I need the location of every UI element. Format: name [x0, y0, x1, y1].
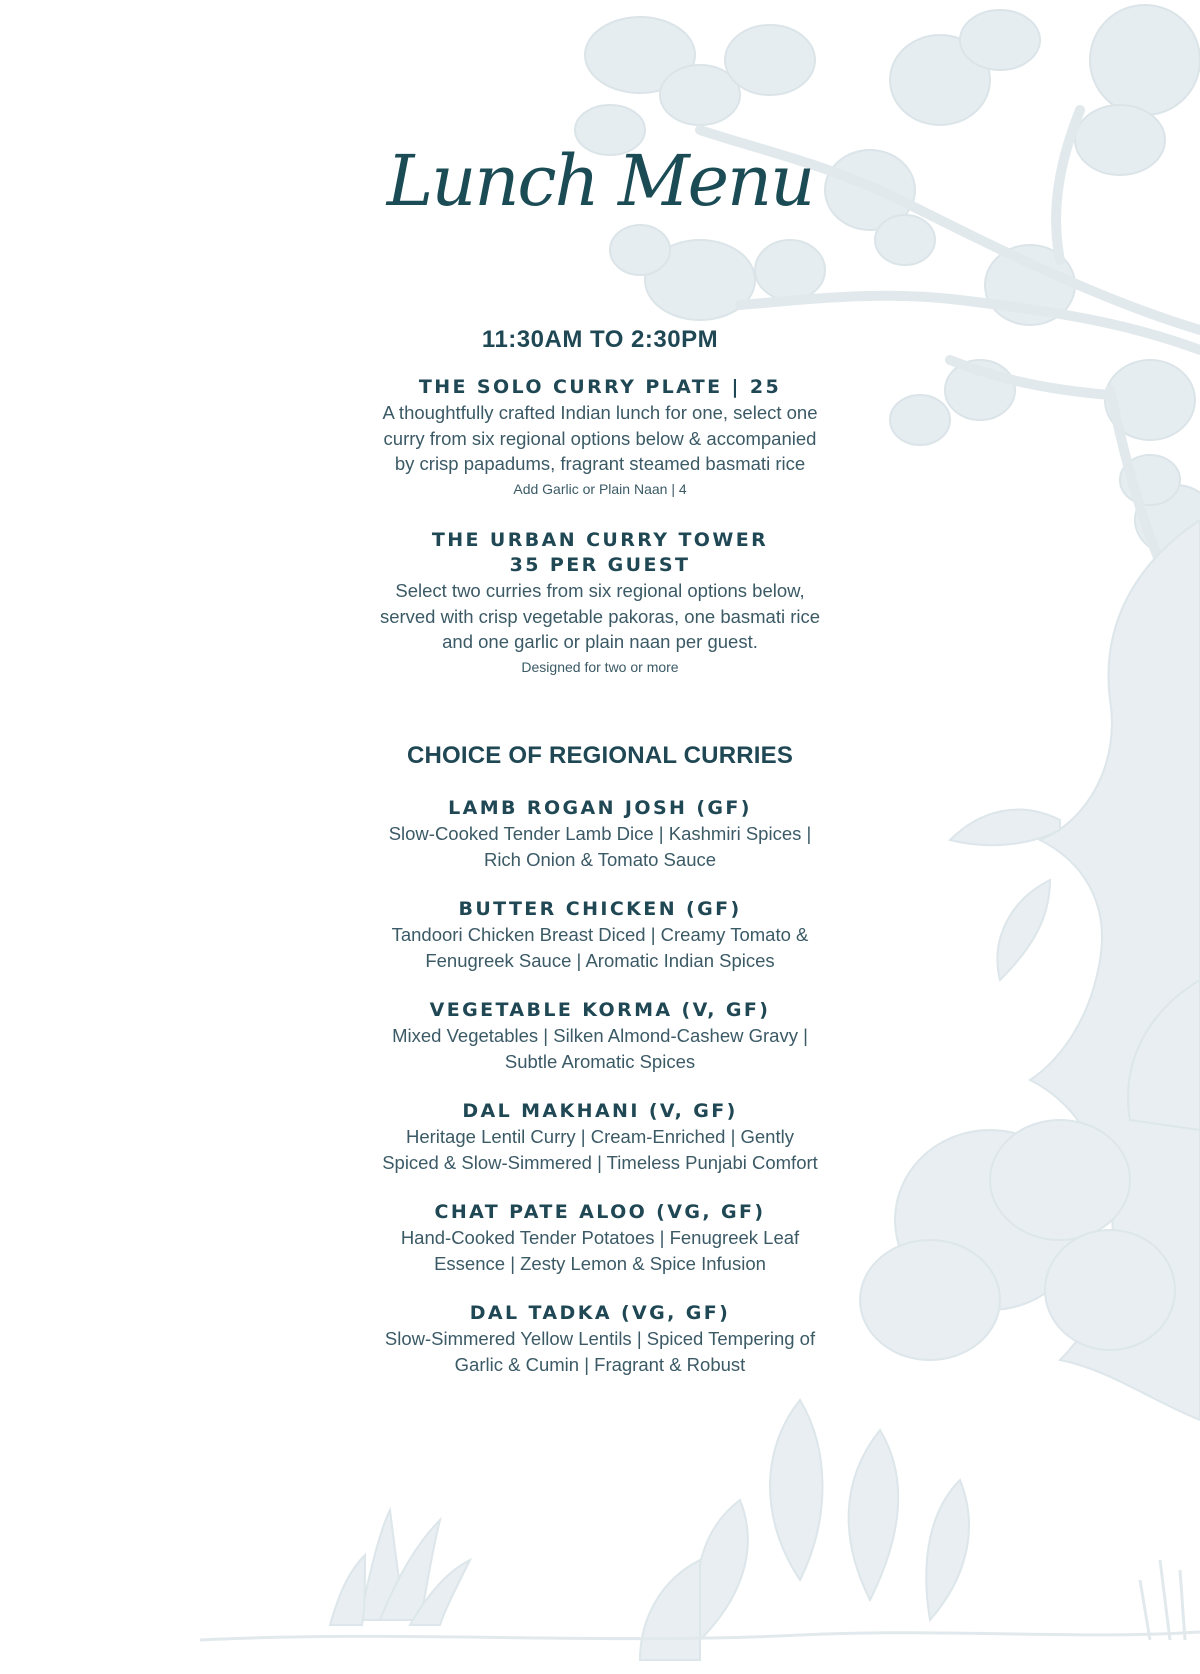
service-hours: 11:30AM TO 2:30PM	[481, 326, 719, 353]
menu-title: Lunch Menu	[386, 140, 814, 222]
curry-description-line: Garlic & Cumin | Fragrant & Robust	[454, 1353, 746, 1375]
curry-item	[360, 897, 840, 973]
curry-name: LAMB ROGAN JOSH (GF)	[448, 797, 752, 819]
offer-description-line: and one garlic or plain naan per guest.	[442, 631, 758, 652]
curry-description-line: Slow-Simmered Yellow Lentils | Spiced Tempering of	[384, 1328, 816, 1349]
curry-description-line: Spiced & Slow-Simmered | Timeless Punjabi Comfort	[382, 1151, 818, 1173]
curry-item	[360, 796, 840, 872]
curry-item	[360, 1301, 840, 1377]
curry-name: DAL MAKHANI (V, GF)	[462, 1100, 738, 1122]
curry-description	[360, 1326, 840, 1377]
curry-description	[360, 821, 840, 872]
curry-description	[360, 1225, 840, 1276]
offer-solo-curry-plate	[360, 375, 840, 501]
curry-item	[360, 1200, 840, 1276]
offer-note: Add Garlic or Plain Naan | 4	[513, 480, 687, 497]
curry-description	[360, 922, 840, 973]
curry-description-line: Essence | Zesty Lemon & Spice Infusion	[434, 1252, 766, 1274]
offer-description	[360, 578, 840, 655]
curry-description-line: Tandoori Chicken Breast Diced | Creamy Tomato &	[391, 924, 809, 945]
curry-name: BUTTER CHICKEN (GF)	[458, 898, 742, 920]
curry-description-line: Mixed Vegetables | Silken Almond-Cashew Gravy |	[392, 1025, 808, 1046]
curry-item	[360, 1099, 840, 1175]
offer-urban-curry-tower	[360, 528, 840, 679]
curry-description	[360, 1124, 840, 1175]
offer-description-line: A thoughtfully crafted Indian lunch for one, select one	[382, 402, 818, 423]
curry-name: DAL TADKA (VG, GF)	[469, 1302, 731, 1324]
offer-name: THE SOLO CURRY PLATE | 25	[418, 376, 782, 398]
curry-description-line: Rich Onion & Tomato Sauce	[483, 848, 717, 870]
offer-price: 35 PER GUEST	[509, 554, 691, 576]
curry-name: VEGETABLE KORMA (V, GF)	[429, 999, 771, 1021]
offer-description-line: Select two curries from six regional options below,	[395, 580, 805, 601]
curry-description-line: Slow-Cooked Tender Lamb Dice | Kashmiri Spices |	[388, 823, 812, 844]
offer-description-line: served with crisp vegetable pakoras, one basmati rice	[379, 605, 821, 627]
curry-description-line: Hand-Cooked Tender Potatoes | Fenugreek Leaf	[400, 1227, 800, 1248]
curry-description-line: Subtle Aromatic Spices	[504, 1050, 696, 1072]
offer-description-line: curry from six regional options below & accompanied	[383, 427, 817, 449]
offer-note: Designed for two or more	[521, 658, 679, 675]
curry-description	[360, 1023, 840, 1074]
offer-name: THE URBAN CURRY TOWER	[431, 529, 769, 551]
offer-description-line: by crisp papadums, fragrant steamed basmati rice	[394, 453, 806, 474]
curry-description-line: Heritage Lentil Curry | Cream-Enriched | Gently	[406, 1126, 794, 1147]
curry-name: CHAT PATE ALOO (VG, GF)	[434, 1201, 766, 1223]
offer-description	[360, 400, 840, 477]
curry-item	[360, 998, 840, 1074]
curries-heading: CHOICE OF REGIONAL CURRIES	[406, 742, 794, 769]
curry-description-line: Fenugreek Sauce | Aromatic Indian Spices	[425, 949, 775, 971]
